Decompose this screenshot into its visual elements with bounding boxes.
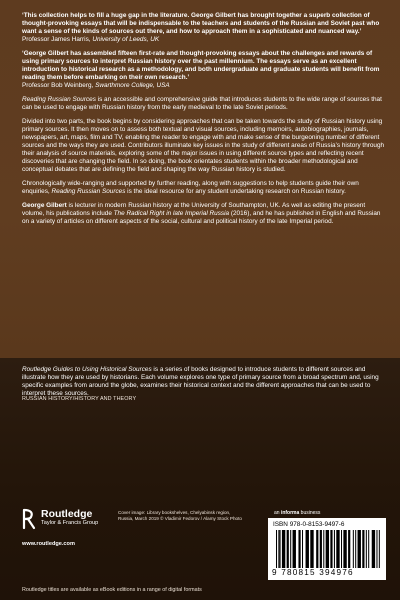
author-text-1: is lecturer in modern Russian history at the University of Southampton, UK. As well as editing the present volume, his publications include (22, 202, 366, 217)
routledge-logo-icon (22, 508, 38, 530)
barcode-bar (326, 530, 329, 568)
barcode-bar (366, 530, 367, 568)
quote-1-attribution-affiliation: University of Leeds, UK (92, 35, 160, 43)
publisher-url[interactable]: www.routledge.com (22, 541, 75, 547)
quote-2-attribution-name: Professor Bob Weinberg, (22, 81, 94, 89)
quote-1-text: ‘This collection helps to fill a huge gap in the literature. George Gilbert has brought together a superb collection of thought-provoking essays that will be indispensable to the teachers and students of the Russian and Soviet past who want a sense of the kinds of sources out there, and how to approach them in a sophisticated and nuanced way.’ (22, 12, 380, 35)
isbn-label: ISBN 978-0-8153-9497-6 (273, 521, 345, 528)
barcode-bar (336, 530, 339, 568)
barcode-bar (306, 530, 309, 568)
barcode-bar (310, 530, 313, 568)
barcode-digits: 9 780815 394976 (272, 568, 354, 577)
barcode-bar (280, 530, 281, 568)
quote-2 (22, 50, 386, 90)
barcode-bar (376, 530, 377, 568)
series-text: is a series of books designed to introduce students to different sources and illustrate how they are used by historians. Each volume explores one type of primary source from a broad spectrum and, using specific examples from around the globe, examines their historical context and the different approaches that can be used to interpret these sources. (22, 366, 379, 397)
barcode-bar (302, 530, 303, 568)
publisher-logo (22, 508, 132, 558)
intro-paragraph (22, 96, 386, 112)
author-name: George Gilbert (22, 202, 67, 210)
quote-2-attribution-affiliation: Swarthmore College, USA (95, 81, 170, 89)
barcode-bar (334, 530, 335, 568)
barcode-bar (316, 530, 318, 568)
barcode-bar (372, 530, 375, 568)
informa-business-mark (274, 510, 320, 516)
quote-1 (22, 12, 386, 44)
publisher-group: Taylor & Francis Group (41, 520, 99, 526)
author-text-2: (2016), and he has published in English and Russian on a variety of articles on different aspects of the social, cultural and political history of the late Imperial period. (22, 209, 381, 225)
author-paragraph (22, 202, 386, 226)
barcode-bar (287, 530, 289, 568)
closing-after: is the ideal resource for any student undertaking research on Russian history. (125, 187, 346, 195)
intro-book-title: Reading Russian Sources (22, 95, 96, 103)
barcode-bar (276, 530, 277, 568)
barcode-bar (343, 530, 346, 568)
barcode-box (268, 518, 386, 580)
intro-text: is an accessible and comprehensive guide that introduces students to the wide range of sources that can be used to engage with Russian history from the early medieval to the late Soviet periods. (22, 95, 382, 111)
barcode-bar (348, 530, 350, 568)
barcode-bar (320, 530, 322, 568)
barcode-bar (293, 530, 296, 568)
barcode-bar (362, 530, 364, 568)
barcode-bar (379, 530, 380, 568)
barcode-bar (323, 530, 324, 568)
subject-category: RUSSIAN HISTORY/HISTORY AND THEORY (22, 396, 137, 402)
quote-2-text: ‘George Gilbert has assembled fifteen first-rate and thought-provoking essays about the challenges and rewards of using primary sources to interpret Russian history over the past millennium. The essays serve as an excellent introduction to historical research as a methodology, and both undergraduate and graduate students will benefit from reading them before embarking on their own research.’ (22, 50, 380, 81)
barcode-bar (278, 530, 279, 568)
barcode-bar (355, 530, 356, 568)
barcode-icon (276, 530, 380, 568)
series-title: Routledge Guides to Using Historical Sources (22, 366, 152, 373)
informa-brand: informa (280, 510, 300, 516)
barcode-bar (353, 530, 354, 568)
body-paragraph: Divided into two parts, the book begins by considering approaches that can be taken towards the study of Russian history using primary sources. It then moves on to assess both textual and visual sources, including memoirs, autobiographies, journals, newspapers, art, maps, film and TV, enabling the reader to engage with and make sense of the burgeoning number of different sources and the ways they are used. Contributors illuminate key issues in the study of different areas of Russia’s history through their analysis of source materials, exploring some of the major issues in using different source types and reflecting recent discoveries that are changing the field. In so doing, the book orientates students within the broader methodological and conceptual debates that are defining the field and shaping the way Russian history is studied. (22, 118, 385, 173)
closing-book-title: Reading Russian Sources (51, 187, 126, 195)
barcode-bar (330, 530, 332, 568)
barcode-bar (298, 530, 300, 568)
barcode-bar (368, 530, 369, 568)
publisher-name: Routledge (41, 508, 93, 520)
informa-suffix: business (299, 510, 321, 516)
barcode-bar (282, 530, 285, 568)
cover-image-credit: Cover image: Library bookshelves, Chelyabinsk region, Russia, March 2019 © Vladimir Fedorov / Alamy Stock Photo (118, 510, 242, 521)
ebook-footer-note: Routledge titles are available as eBook editions in a range of digital formats (22, 587, 202, 593)
barcode-bar (341, 530, 342, 568)
series-paragraph (22, 366, 386, 398)
barcode-bar (290, 530, 291, 568)
quote-1-attribution-name: Professor James Harris, (22, 35, 91, 43)
author-book-title: The Radical Right in late Imperial Russia (113, 209, 230, 217)
closing-before: Chronologically wide-ranging and supported by further reading, along with suggestions to help students guide their own enquiries, (22, 179, 359, 195)
informa-prefix: an (274, 510, 281, 516)
closing-paragraph (22, 180, 386, 196)
barcode-bar (358, 530, 361, 568)
